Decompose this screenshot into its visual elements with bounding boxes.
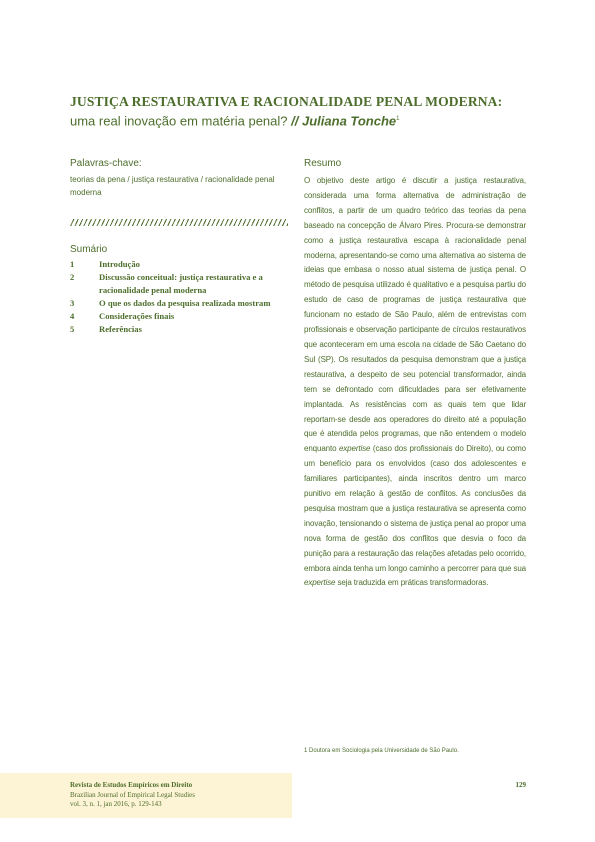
- abstract-heading: Resumo: [304, 158, 342, 169]
- abstract-text-part: O objetivo deste artigo é discutir a justiça restaurativa, considerada uma forma alternativa de administração de conflitos, a partir de um quadro teórico das teorias da pena baseado na concepção de Álvaro Pires. Procura-se demonstrar como a justiça restaurativa escapa à racionalidade penal moderna, apresentando-se como uma alternativa ao sistema de ideias que embasa o nosso atual sistema de justiça penal. O método de pesquisa utilizado é qualitativo e a pesquisa partiu do estudo de caso de programas de justiça restaurativa que funcionam no estado de São Paulo, além de entrevistas com profissionais e observação participante de círculos restaurativos que aconteceram em uma escola na cidade de São Caetano do Sul (SP). Os resultados da pesquisa demonstram que a justiça restaurativa, a despeito de seu potencial transformador, ainda tem se defrontado com dificuldades para ser efetivamente implantada. As resistências com as quais tem que lidar reportam-se desde aos operadores do direito até a população que é atendida pelos programas, que não entendem o modelo enquanto: [304, 176, 526, 454]
- summary-item-number: 3: [70, 298, 75, 308]
- summary-list: [70, 258, 292, 336]
- summary-item-number: 1: [70, 259, 75, 269]
- summary-item[interactable]: [70, 258, 292, 271]
- abstract-emphasis: expertise: [304, 578, 336, 588]
- footnote: 1 Doutora em Sociologia pela Universidade de São Paulo.: [304, 748, 459, 754]
- article-subtitle-line: [70, 110, 540, 130]
- abstract-text-part: (caso dos profissionais do Direito), ou como um benefício para os envolvidos (caso dos adolescentes e familiares participantes), ainda inscritos dentro um marco punitivo em relação à gestão de conflitos. As conclusões da pesquisa mostram que a justiça restaurativa se apresenta como inovação, tensionando o sistema de justiça penal ao propor uma nova forma de gestão dos conflitos que desvia o foco da punição para a restauração das relações afetadas pelo ocorrido, embora ainda tenha um longo caminho a percorrer para que sua: [304, 444, 526, 573]
- article-title: JUSTIÇA RESTAURATIVA E RACIONALIDADE PENAL MODERNA:: [70, 94, 503, 109]
- journal-name-pt: Revista de Estudos Empíricos em Direito: [70, 781, 193, 789]
- journal-info: [70, 781, 195, 810]
- author-footnote-mark[interactable]: 1: [396, 116, 400, 122]
- summary-item-number: 5: [70, 324, 75, 334]
- footer-band: [0, 773, 292, 818]
- summary-item[interactable]: [70, 323, 292, 336]
- keywords-heading: Palavras-chave:: [70, 158, 142, 169]
- summary-item-label: O que os dados da pesquisa realizada mostram: [99, 298, 271, 308]
- summary-item[interactable]: [70, 310, 292, 323]
- hatched-divider: [70, 219, 288, 226]
- page-number: 129: [515, 781, 526, 789]
- abstract-emphasis: expertise: [338, 444, 371, 454]
- article-header: [70, 93, 540, 130]
- title-separator: //: [291, 113, 299, 129]
- article-subtitle: uma real inovação em matéria penal?: [70, 113, 288, 129]
- keywords-text: teorias da pena / justiça restaurativa / racionalidade penal moderna: [70, 175, 275, 197]
- summary-item[interactable]: [70, 271, 292, 297]
- journal-issue: vol. 3, n. 1, jan 2016, p. 129-143: [70, 800, 162, 808]
- summary-heading: Sumário: [70, 244, 108, 255]
- summary-item-number: 2: [70, 272, 75, 282]
- journal-name-en: Brazilian Journal of Empirical Legal Studies: [70, 790, 195, 799]
- author-name: Juliana Tonche: [302, 113, 397, 129]
- abstract-text-part: seja traduzida em práticas transformadoras.: [335, 578, 489, 588]
- summary-item-label: Discussão conceitual: justiça restaurativa e a racionalidade penal moderna: [99, 272, 263, 295]
- left-column: [70, 157, 292, 336]
- abstract-text: [304, 174, 526, 591]
- summary-item-number: 4: [70, 311, 75, 321]
- summary-item-label: Considerações finais: [99, 311, 175, 321]
- summary-item-label: Referências: [99, 324, 142, 334]
- summary-item[interactable]: [70, 297, 292, 310]
- summary-item-label: Introdução: [99, 259, 140, 269]
- right-column: [304, 157, 526, 591]
